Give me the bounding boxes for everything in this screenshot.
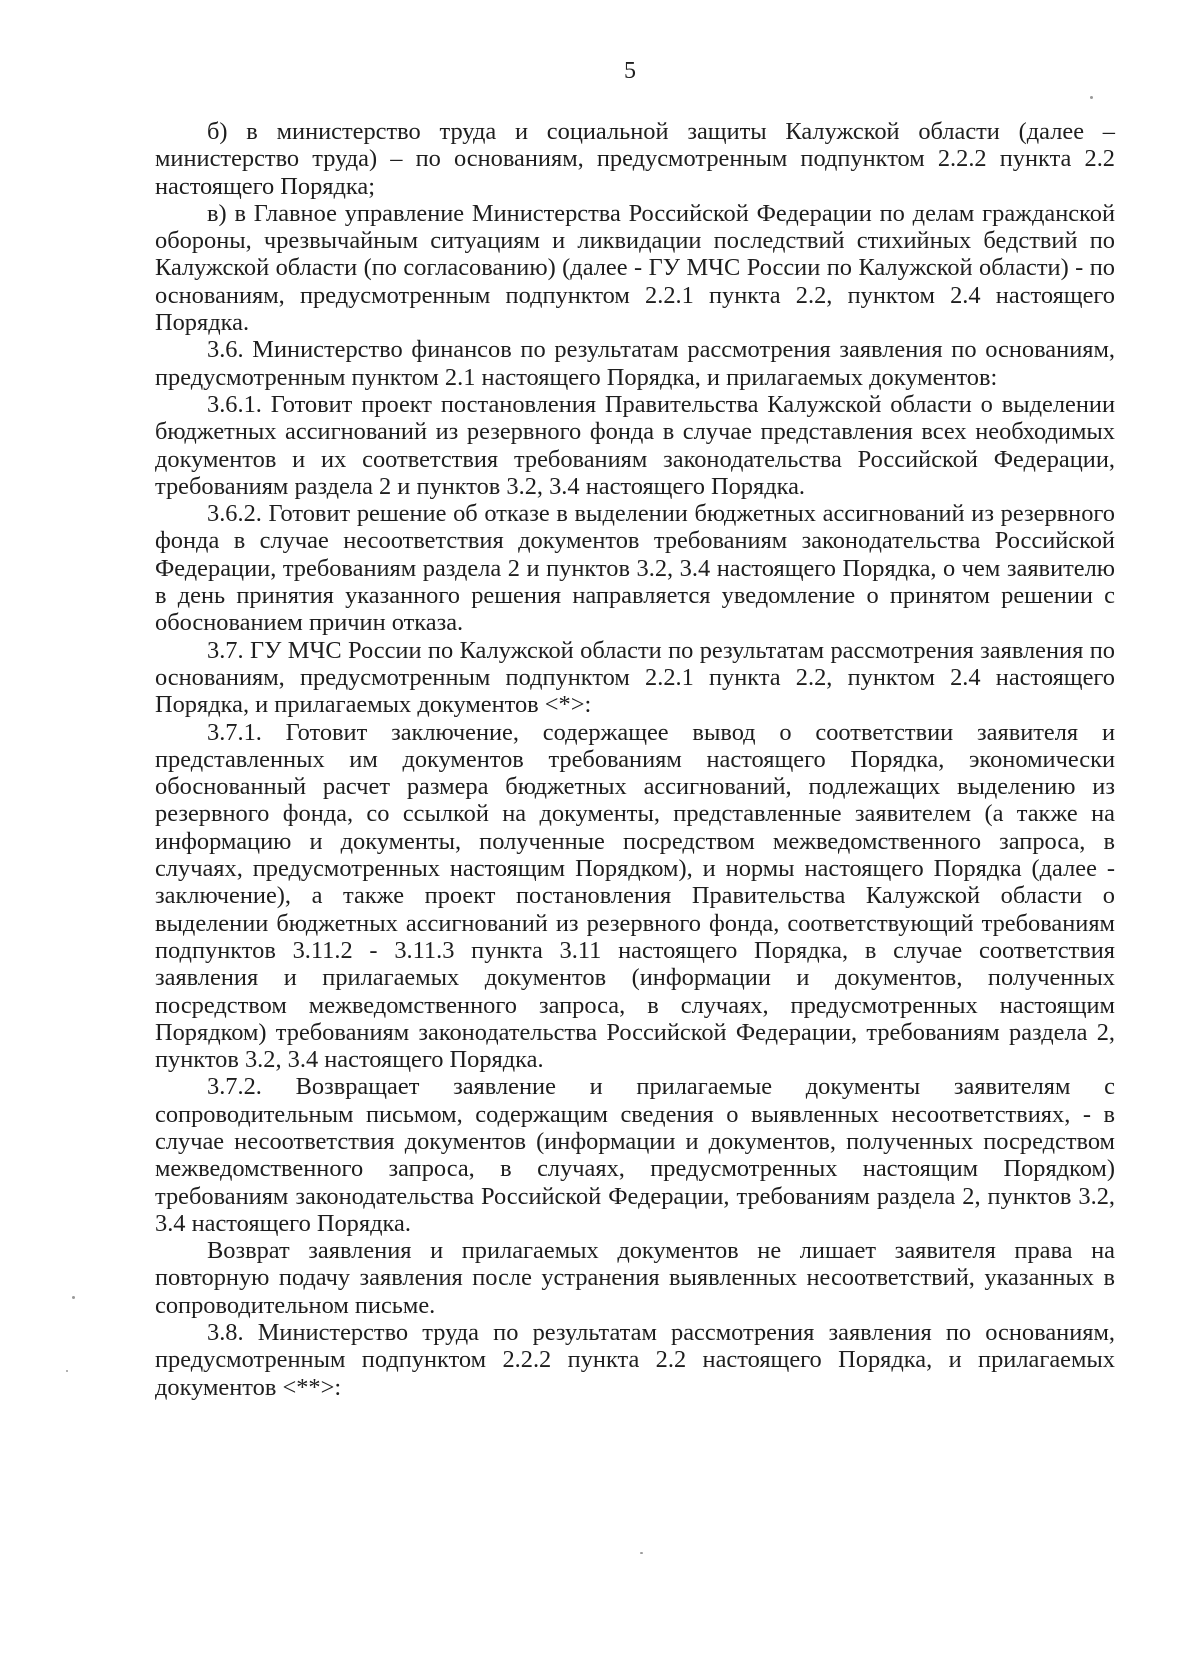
paragraph-3-7-1: 3.7.1. Готовит заключение, содержащее вывод о соответствии заявителя и представленных им документов требованиям настоящего Порядка, экономически обоснованный расчет размера бюджетных ассигнований, подлежащих выделению из резервного фонда, со ссылкой на документы, представленные заявителем (а также на информацию и документы, полученные посредством межведомственного запроса, в случаях, предусмотренных настоящим Порядком), и нормы настоящего Порядка (далее - заключение), а также проект постановления Правительства Калужской области о выделении бюджетных ассигнований из резервного фонда, соответствующий требованиям подпунктов 3.11.2 - 3.11.3 пункта 3.11 настоящего Порядка, в случае соответствия заявления и прилагаемых документов (информации и документов, полученных посредством межведомственного запроса, в случаях, предусмотренных настоящим Порядком) требованиям законодательства Российской Федерации, требованиям раздела 2, пунктов 3.2, 3.4 настоящего Порядка. — [155, 718, 1115, 1074]
scan-speck — [66, 1370, 68, 1372]
paragraph-3-7: 3.7. ГУ МЧС России по Калужской области по результатам рассмотрения заявления по основаниям, предусмотренным подпунктом 2.2.1 пункта 2.2, пунктом 2.4 настоящего Порядка, и прилагаемых документов <*>: — [155, 636, 1115, 719]
paragraph-return-notice: Возврат заявления и прилагаемых документов не лишает заявителя права на повторную подачу заявления после устранения выявленных несоответствий, указанных в сопроводительном письме. — [155, 1237, 1115, 1319]
paragraph-3-7-2: 3.7.2. Возвращает заявление и прилагаемые документы заявителям с сопроводительным письмом, содержащим сведения о выявленных несоответствиях, - в случае несоответствия документов (информации и документов, полученных посредством межведомственного запроса, в случаях, предусмотренных настоящим Порядком) требованиям законодательства Российской Федерации, требованиям раздела 2, пунктов 3.2, 3.4 настоящего Порядка. — [155, 1073, 1115, 1237]
scan-speck — [72, 1296, 75, 1299]
paragraph-3-6-1: 3.6.1. Готовит проект постановления Правительства Калужской области о выделении бюджетных ассигнований из резервного фонда в случае представления всех необходимых документов и их соответствия требованиям законодательства Российской Федерации, требованиям раздела 2 и пунктов 3.2, 3.4 настоящего Порядка. — [155, 390, 1115, 500]
scan-speck — [640, 1552, 643, 1554]
paragraph-b-ministry-of-labor: б) в министерство труда и социальной защиты Калужской области (далее – министерство труда) – по основаниям, предусмотренным подпунктом 2.2.2 пункта 2.2 настоящего Порядка; — [155, 118, 1115, 200]
paragraph-3-6: 3.6. Министерство финансов по результатам рассмотрения заявления по основаниям, предусмотренным пунктом 2.1 настоящего Порядка, и прилагаемых документов: — [155, 336, 1115, 391]
document-body — [155, 118, 1115, 1401]
page-number: 5 — [624, 58, 636, 84]
paragraph-3-8: 3.8. Министерство труда по результатам рассмотрения заявления по основаниям, предусмотренным подпунктом 2.2.2 пункта 2.2 настоящего Порядка, и прилагаемых документов <**>: — [155, 1319, 1115, 1401]
scan-speck — [1090, 96, 1093, 99]
paragraph-v-emergency-ministry: в) в Главное управление Министерства Российской Федерации по делам гражданской обороны, чрезвычайным ситуациям и ликвидации последствий стихийных бедствий по Калужской области (по согласованию) (далее - ГУ МЧС России по Калужской области) - по основаниям, предусмотренным подпунктом 2.2.1 пункта 2.2, пунктом 2.4 настоящего Порядка. — [155, 199, 1115, 337]
paragraph-3-6-2: 3.6.2. Готовит решение об отказе в выделении бюджетных ассигнований из резервного фонда в случае несоответствия документов требованиям законодательства Российской Федерации, требованиям раздела 2 и пунктов 3.2, 3.4 настоящего Порядка, о чем заявителю в день принятия указанного решения направляется уведомление о принятом решении с обоснованием причин отказа. — [155, 500, 1115, 637]
